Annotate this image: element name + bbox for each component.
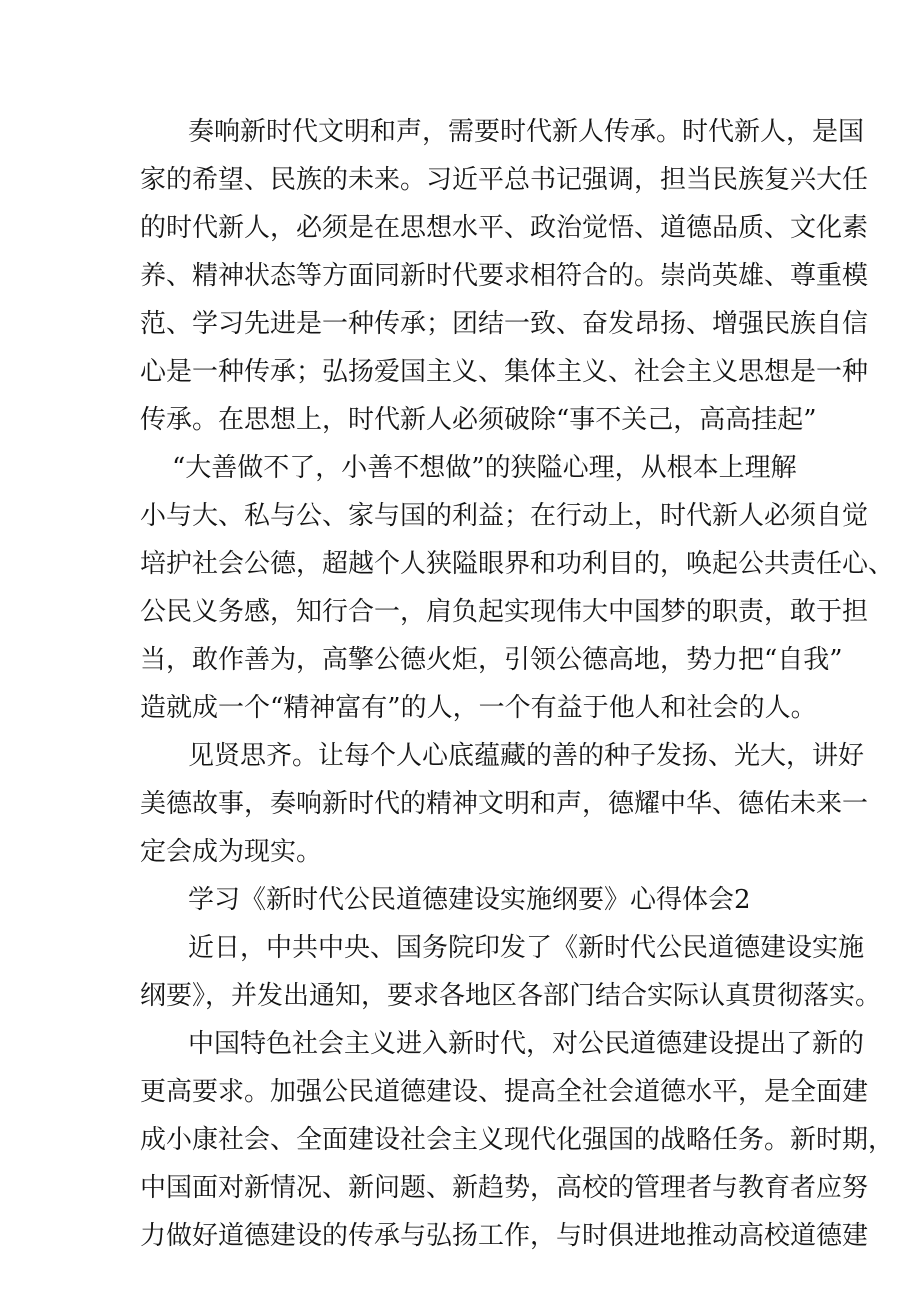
text-line: “大善做不了，小善不想做”的狭隘心理，从根本上理解 — [172, 453, 797, 483]
text-line: 中国面对新情况、新问题、新趋势，高校的管理者与教育者应努 — [140, 1173, 869, 1203]
text-line: 美德故事，奏响新时代的精神文明和声，德耀中华、德佑未来一 — [140, 789, 869, 819]
text-line: 家的希望、民族的未来。习近平总书记强调，担当民族复兴大任 — [140, 165, 869, 195]
text-line: 小与大、私与公、家与国的利益；在行动上，时代新人必须自觉 — [140, 501, 869, 531]
section-heading: 学习《新时代公民道德建设实施纲要》心得体会2 — [188, 885, 751, 915]
text-line: 更高要求。加强公民道德建设、提高全社会道德水平，是全面建 — [140, 1077, 869, 1107]
text-line: 传承。在思想上，时代新人必须破除“事不关己，高高挂起” — [140, 405, 817, 435]
text-line: 中国特色社会主义进入新时代，对公民道德建设提出了新的 — [188, 1029, 865, 1059]
text-line: 奏响新时代文明和声，需要时代新人传承。时代新人，是国 — [188, 117, 865, 147]
text-line: 心是一种传承；弘扬爱国主义、集体主义、社会主义思想是一种 — [140, 357, 869, 387]
text-line: 定会成为现实。 — [140, 837, 323, 867]
text-line: 近日，中共中央、国务院印发了《新时代公民道德建设实施 — [188, 933, 865, 963]
text-line: 养、精神状态等方面同新时代要求相符合的。崇尚英雄、尊重模 — [140, 261, 869, 291]
text-line: 见贤思齐。让每个人心底蕴藏的善的种子发扬、光大，讲好 — [188, 741, 865, 771]
text-line: 成小康社会、全面建设社会主义现代化强国的战略任务。新时期， — [140, 1125, 895, 1155]
text-line: 公民义务感，知行合一，肩负起实现伟大中国梦的职责，敢于担 — [140, 597, 869, 627]
text-line: 纲要》，并发出通知，要求各地区各部门结合实际认真贯彻落实。 — [140, 981, 882, 1011]
text-line: 当，敢作善为，高擎公德火炬，引领公德高地，势力把“自我” — [140, 645, 843, 675]
text-line: 培护社会公德，超越个人狭隘眼界和功利目的，唤起公共责任心、 — [140, 549, 895, 579]
text-line: 范、学习先进是一种传承；团结一致、奋发昂扬、增强民族自信 — [140, 309, 869, 339]
text-line: 的时代新人，必须是在思想水平、政治觉悟、道德品质、文化素 — [140, 213, 869, 243]
text-line: 造就成一个“精神富有”的人，一个有益于他人和社会的人。 — [140, 693, 817, 723]
text-line: 力做好道德建设的传承与弘扬工作，与时俱进地推动高校道德建 — [140, 1221, 869, 1251]
